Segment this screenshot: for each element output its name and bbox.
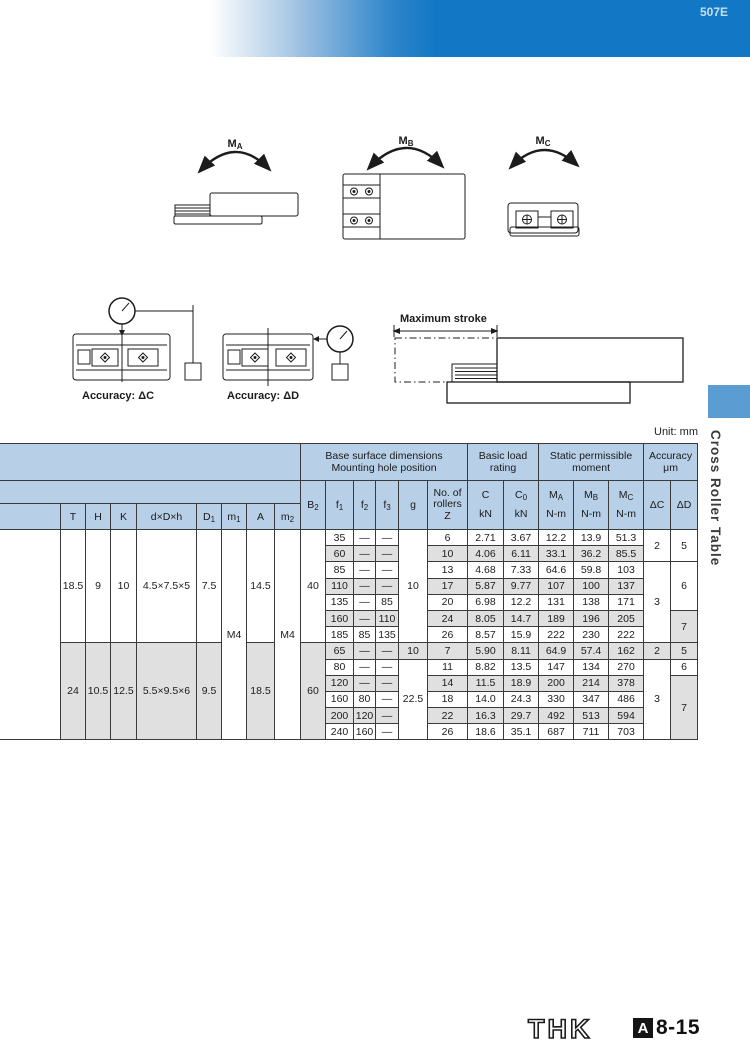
data-cell: 14.0 <box>468 691 504 707</box>
data-cell: 160 <box>354 724 376 740</box>
group-header-basic-load: Basic load rating <box>468 444 539 481</box>
span-cell: 22.5 <box>399 659 428 740</box>
section-title-vertical: Cross Roller Table <box>708 430 723 567</box>
max-stroke-diagram <box>394 313 683 403</box>
data-cell: 57.4 <box>574 643 609 659</box>
table-row <box>0 530 698 546</box>
catalog-code: 507E <box>700 5 729 19</box>
data-cell: — <box>354 610 376 626</box>
page-ref-number: 8-15 <box>656 1016 701 1039</box>
moment-mb-diagram <box>343 135 465 239</box>
data-cell: 12.2 <box>539 530 574 546</box>
span-cell: 10.5 <box>86 643 111 740</box>
data-cell: 594 <box>609 708 644 724</box>
data-cell: 222 <box>539 627 574 643</box>
sub-header-row <box>0 481 698 504</box>
data-cell: 8.57 <box>468 627 504 643</box>
data-cell: 162 <box>609 643 644 659</box>
span-cell: 24 <box>61 643 86 740</box>
data-cell: 330 <box>539 691 574 707</box>
page-ref-prefix-box: A <box>633 1018 653 1038</box>
span-cell: 10 <box>111 530 137 643</box>
span-cell: M4 <box>275 530 301 740</box>
col-header-dc: ΔC <box>644 481 671 530</box>
span-cell: 12.5 <box>111 643 137 740</box>
moment-ma-diagram <box>174 138 298 224</box>
data-cell: 120 <box>326 675 354 691</box>
data-cell: 11 <box>428 659 468 675</box>
data-cell: 22 <box>428 708 468 724</box>
data-cell: 13.5 <box>504 659 539 675</box>
col-header-c0: $C_0$ kN <box>504 481 539 530</box>
data-cell: 85 <box>354 627 376 643</box>
col-header-ma: $M_A$ N-m <box>539 481 574 530</box>
data-cell: 138 <box>574 594 609 610</box>
group-header-static-moment: Static permissible moment <box>539 444 644 481</box>
col-header-d1: $D_1$ <box>197 504 222 530</box>
data-cell: 5 <box>671 643 698 659</box>
data-cell: 6.11 <box>504 546 539 562</box>
span-cell: 14.5 <box>247 530 275 643</box>
col-header-t: T <box>61 504 86 530</box>
data-cell: 85 <box>376 594 399 610</box>
data-cell: 100 <box>574 578 609 594</box>
data-cell: 8.82 <box>468 659 504 675</box>
ma-label: MA <box>227 138 243 151</box>
data-cell: 9.77 <box>504 578 539 594</box>
group-header-base-surface: Base surface dimensions Mounting hole position <box>301 444 468 481</box>
data-cell: 107 <box>539 578 574 594</box>
spec-table-head <box>0 444 698 530</box>
data-cell: — <box>376 643 399 659</box>
col-header-m2: $m_2$ <box>275 504 301 530</box>
data-cell: — <box>354 594 376 610</box>
data-cell: 80 <box>354 691 376 707</box>
data-cell: 160 <box>326 610 354 626</box>
data-cell: 26 <box>428 724 468 740</box>
data-cell: 8.05 <box>468 610 504 626</box>
data-cell: 51.3 <box>609 530 644 546</box>
mc-label: MC <box>535 135 551 148</box>
data-cell: 64.6 <box>539 562 574 578</box>
data-cell: 85 <box>326 562 354 578</box>
data-cell: 486 <box>609 691 644 707</box>
data-cell: — <box>354 530 376 546</box>
data-cell: 6 <box>671 659 698 675</box>
data-cell: 13 <box>428 562 468 578</box>
span-cell: 9.5 <box>197 643 222 740</box>
data-cell: 200 <box>539 675 574 691</box>
data-cell: 65 <box>326 643 354 659</box>
data-cell: 687 <box>539 724 574 740</box>
data-cell: 6.98 <box>468 594 504 610</box>
data-cell: 6 <box>428 530 468 546</box>
data-cell: 240 <box>326 724 354 740</box>
data-cell: 64.9 <box>539 643 574 659</box>
span-cell: 2 <box>644 530 671 562</box>
data-cell: 26 <box>428 627 468 643</box>
data-cell: — <box>376 724 399 740</box>
data-cell: — <box>354 546 376 562</box>
mb-label: MB <box>398 135 414 148</box>
section-color-tab <box>708 385 750 418</box>
span-cell: 7 <box>671 675 698 740</box>
unit-note: Unit: mm <box>654 426 698 438</box>
data-cell: — <box>376 675 399 691</box>
col-header-f1: $f_1$ <box>326 481 354 530</box>
col-header-dd: ΔD <box>671 481 698 530</box>
data-cell: 18.9 <box>504 675 539 691</box>
data-cell: — <box>354 675 376 691</box>
span-cell: 7.5 <box>197 530 222 643</box>
data-cell: 16.3 <box>468 708 504 724</box>
data-cell: 200 <box>326 708 354 724</box>
data-cell: 160 <box>326 691 354 707</box>
span-cell: 9 <box>86 530 111 643</box>
span-cell: 4.5×7.5×5 <box>137 530 197 643</box>
col-header-c: C kN <box>468 481 504 530</box>
data-cell: 110 <box>376 610 399 626</box>
col-header-model-blank <box>0 504 61 530</box>
span-cell: 5 <box>671 530 698 562</box>
diagrams-figure <box>0 100 750 440</box>
data-cell: 29.7 <box>504 708 539 724</box>
spec-table-wrap <box>0 443 698 740</box>
data-cell: — <box>376 659 399 675</box>
data-cell: 492 <box>539 708 574 724</box>
data-cell: — <box>376 562 399 578</box>
data-cell: 8.11 <box>504 643 539 659</box>
data-cell: — <box>354 659 376 675</box>
data-cell: 60 <box>326 546 354 562</box>
data-cell: 7.33 <box>504 562 539 578</box>
data-cell: 135 <box>326 594 354 610</box>
col-header-k: K <box>111 504 137 530</box>
header-blank-left <box>0 444 301 481</box>
data-cell: 33.1 <box>539 546 574 562</box>
table-body <box>0 530 698 740</box>
thk-logo-text: THK <box>528 1014 593 1044</box>
data-cell: 80 <box>326 659 354 675</box>
col-header-m1: $m_1$ <box>222 504 247 530</box>
data-cell: 205 <box>609 610 644 626</box>
data-cell: 103 <box>609 562 644 578</box>
data-cell: 5.90 <box>468 643 504 659</box>
col-header-ddh: d×D×h <box>137 504 197 530</box>
data-cell: 214 <box>574 675 609 691</box>
data-cell: 10 <box>399 643 428 659</box>
data-cell: 4.06 <box>468 546 504 562</box>
data-cell: 14.7 <box>504 610 539 626</box>
col-header-g: g <box>399 481 428 530</box>
data-cell: 13.9 <box>574 530 609 546</box>
data-cell: 85.5 <box>609 546 644 562</box>
data-cell: 147 <box>539 659 574 675</box>
accuracy-dc-label: Accuracy: ΔC <box>82 390 155 402</box>
data-cell: 24.3 <box>504 691 539 707</box>
group-header-row <box>0 444 698 481</box>
data-cell: 131 <box>539 594 574 610</box>
col-header-h: H <box>86 504 111 530</box>
span-cell <box>0 530 61 740</box>
data-cell: 171 <box>609 594 644 610</box>
data-cell: 135 <box>376 627 399 643</box>
data-cell: — <box>376 578 399 594</box>
span-cell: 6 <box>671 562 698 611</box>
top-banner <box>0 0 750 57</box>
data-cell: 196 <box>574 610 609 626</box>
max-stroke-label: Maximum stroke <box>400 313 487 325</box>
col-header-a: A <box>247 504 275 530</box>
col-header-f2: $f_2$ <box>354 481 376 530</box>
data-cell: 35 <box>326 530 354 546</box>
data-cell: 230 <box>574 627 609 643</box>
data-cell: 18.6 <box>468 724 504 740</box>
data-cell: 14 <box>428 675 468 691</box>
data-cell: 17 <box>428 578 468 594</box>
span-cell: 18.5 <box>61 530 86 643</box>
data-cell: 2.71 <box>468 530 504 546</box>
data-cell: 120 <box>354 708 376 724</box>
data-cell: 5.87 <box>468 578 504 594</box>
data-cell: 15.9 <box>504 627 539 643</box>
data-cell: 7 <box>428 643 468 659</box>
table-row <box>0 643 698 659</box>
span-cell: 3 <box>644 562 671 643</box>
data-cell: 4.68 <box>468 562 504 578</box>
span-cell: 10 <box>399 530 428 643</box>
data-cell: 513 <box>574 708 609 724</box>
span-cell: 3 <box>644 659 671 740</box>
data-cell: 36.2 <box>574 546 609 562</box>
span-cell: 40 <box>301 530 326 643</box>
group-header-accuracy: Accuracy μm <box>644 444 698 481</box>
data-cell: 347 <box>574 691 609 707</box>
col-header-f3: $f_3$ <box>376 481 399 530</box>
span-cell: 7 <box>671 610 698 642</box>
thk-logo <box>526 1012 612 1046</box>
data-cell: — <box>376 530 399 546</box>
data-cell: — <box>354 578 376 594</box>
page-reference <box>633 1016 700 1040</box>
col-header-b2: $B_2$ <box>301 481 326 530</box>
data-cell: 703 <box>609 724 644 740</box>
accuracy-dd-diagram <box>223 326 353 402</box>
accuracy-dc-diagram <box>73 298 201 402</box>
moment-mc-diagram <box>508 135 579 236</box>
data-cell: — <box>376 546 399 562</box>
data-cell: 378 <box>609 675 644 691</box>
data-cell: 24 <box>428 610 468 626</box>
data-cell: 12.2 <box>504 594 539 610</box>
data-cell: — <box>376 691 399 707</box>
data-cell: 134 <box>574 659 609 675</box>
data-cell: 137 <box>609 578 644 594</box>
data-cell: 270 <box>609 659 644 675</box>
data-cell: — <box>376 708 399 724</box>
data-cell: 10 <box>428 546 468 562</box>
data-cell: 3.67 <box>504 530 539 546</box>
spec-table <box>0 443 698 740</box>
data-cell: — <box>354 643 376 659</box>
data-cell: 185 <box>326 627 354 643</box>
span-cell: 60 <box>301 643 326 740</box>
data-cell: 20 <box>428 594 468 610</box>
span-cell: 5.5×9.5×6 <box>137 643 197 740</box>
col-header-rollers: No. of rollers Z <box>428 481 468 530</box>
accuracy-dd-label: Accuracy: ΔD <box>227 390 300 402</box>
data-cell: 110 <box>326 578 354 594</box>
span-cell: 18.5 <box>247 643 275 740</box>
data-cell: 11.5 <box>468 675 504 691</box>
data-cell: 59.8 <box>574 562 609 578</box>
data-cell: 711 <box>574 724 609 740</box>
header-blank-left-2 <box>0 481 301 504</box>
data-cell: — <box>354 562 376 578</box>
data-cell: 35.1 <box>504 724 539 740</box>
data-cell: 18 <box>428 691 468 707</box>
span-cell: M4 <box>222 530 247 740</box>
col-header-mc: $M_C$ N-m <box>609 481 644 530</box>
col-header-mb: $M_B$ N-m <box>574 481 609 530</box>
data-cell: 2 <box>644 643 671 659</box>
data-cell: 189 <box>539 610 574 626</box>
data-cell: 222 <box>609 627 644 643</box>
